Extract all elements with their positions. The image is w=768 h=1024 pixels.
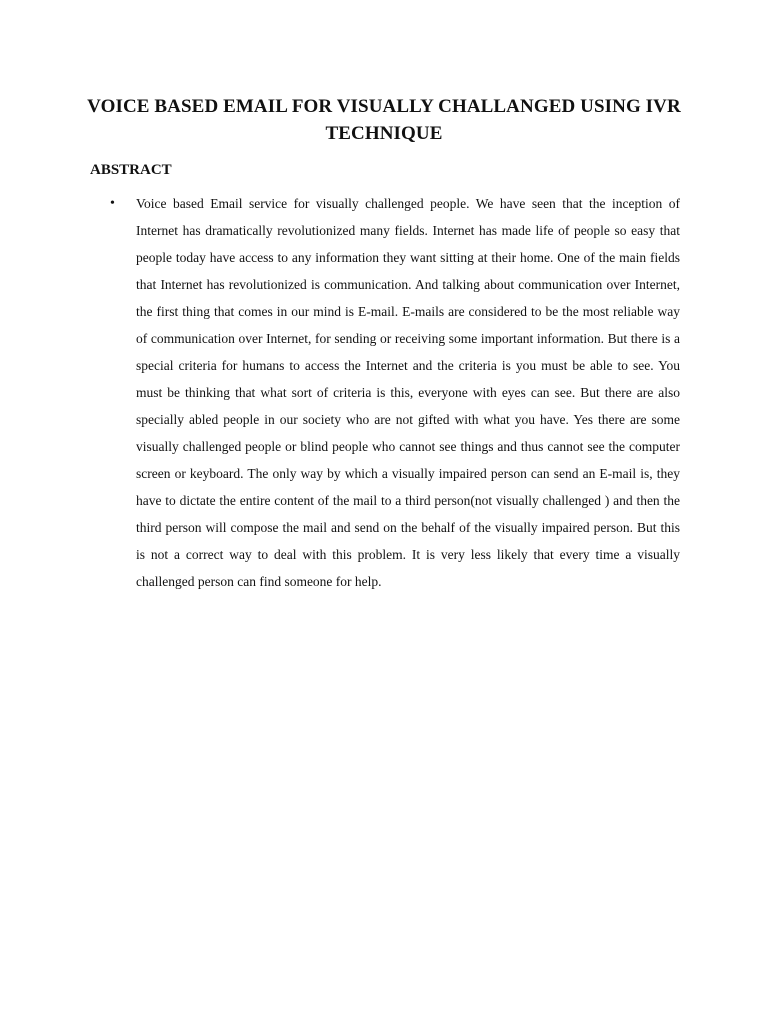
bullet-icon: • <box>110 196 115 211</box>
document-title: VOICE BASED EMAIL FOR VISUALLY CHALLANGED USING IVR TECHNIQUE <box>87 96 681 144</box>
abstract-bullet-list <box>110 190 680 595</box>
abstract-paragraph: Voice based Email service for visually challenged people. We have seen that the inception of Internet has dramatically revolutionized many fields. Internet has made life of people so easy that people today have access to any information they want sitting at their home. One of the main fields that Internet has revolutionized is communication. And talking about communication over Internet, the first thing that comes in our mind is E-mail. E-mails are considered to be the most reliable way of communication over Internet, for sending or receiving some important information. But there is a special criteria for humans to access the Internet and the criteria is you must be able to see. You must be thinking that what sort of criteria is this, everyone with eyes can see. But there are also specially abled people in our society who are not gifted with what you have. Yes there are some visually challenged people or blind people who cannot see things and thus cannot see the computer screen or keyboard. The only way by which a visually impaired person can send an E-mail is, they have to dictate the entire content of the mail to a third person(not visually challenged ) and then the third person will compose the mail and send on the behalf of the visually impaired person. But this is not a correct way to deal with this problem. It is very less likely that every time a visually challenged person can find someone for help. <box>136 196 680 589</box>
list-item <box>110 190 680 595</box>
section-heading-abstract: ABSTRACT <box>90 162 172 178</box>
